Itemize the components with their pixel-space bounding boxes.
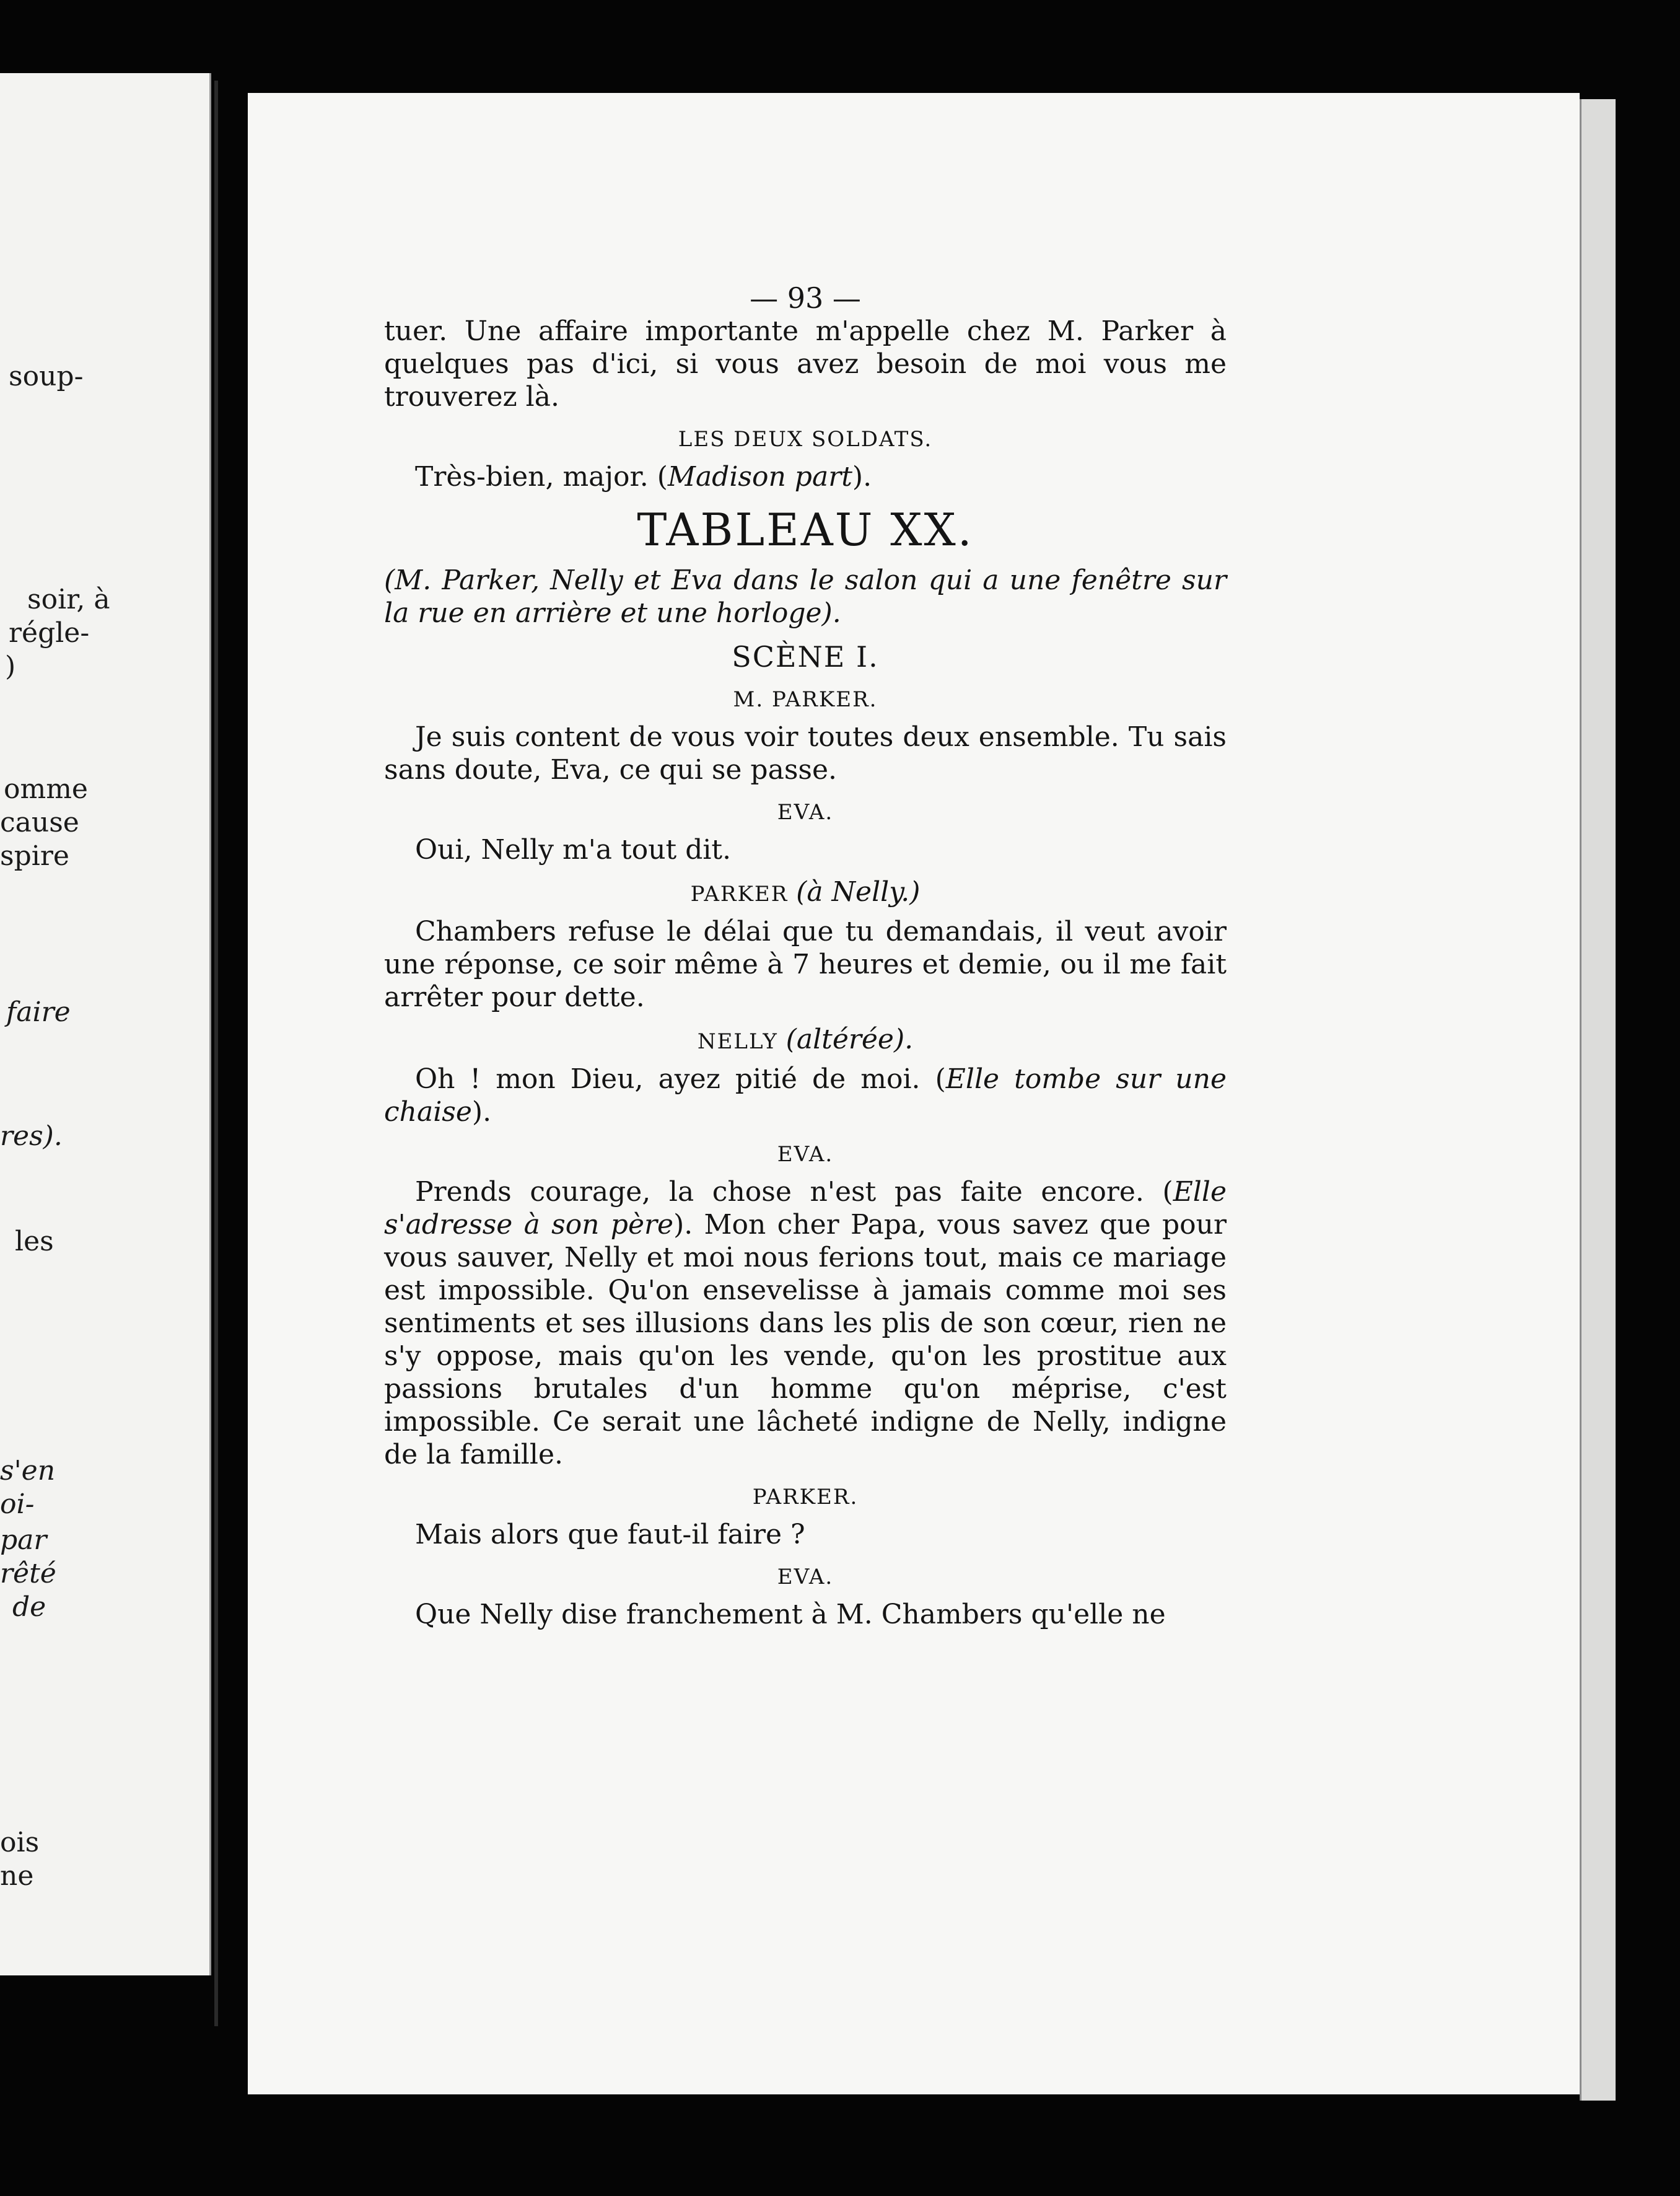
left-page-fragment: ) <box>5 651 16 682</box>
dialogue-eva-1: Oui, Nelly m'a tout dit. <box>415 834 732 866</box>
left-page-fragment: régle- <box>9 617 90 649</box>
book-gutter <box>214 81 218 2026</box>
left-page-fragment: ois <box>0 1827 40 1858</box>
left-page-fragment: soup- <box>9 361 84 392</box>
left-page-fragment: de <box>12 1591 46 1623</box>
speaker-les-deux-soldats: LES DEUX SOLDATS. <box>678 427 933 452</box>
left-page-fragment: par <box>0 1524 47 1556</box>
left-page-fragment: res). <box>0 1120 63 1152</box>
left-facing-page <box>0 73 211 1975</box>
tableau-stage-direction: (M. Parker, Nelly et Eva dans le salon qui a une fenêtre sur la rue en arrière et une horloge). <box>384 564 1227 629</box>
speaker-eva: EVA. <box>777 1565 834 1589</box>
left-page-fragment: rêté <box>0 1558 56 1589</box>
dialogue-parker-3: Mais alors que faut-il faire ? <box>415 1519 805 1550</box>
speaker-eva: EVA. <box>777 800 834 825</box>
speaker-parker: PARKER. <box>752 1485 859 1509</box>
speaker-m-parker: M. PARKER. <box>733 687 878 712</box>
stage-direction: Madison part <box>667 461 852 493</box>
left-page-fragment: soir, à <box>27 584 110 615</box>
page-text-block <box>384 282 1227 1631</box>
left-page-fragment: cause <box>0 807 79 838</box>
left-page-fragment: omme <box>4 773 88 805</box>
dialogue-eva-2: Prends courage, la chose n'est pas faite encore. (Elle s'adresse à son père). Mon cher Papa, vous savez que pour vous sauver, Nelly et moi nous ferions tout, mais ce mariage est impossible. Qu'on ensevelisse à jamais comme moi ses sentiments et ses illusions dans les plis de son cœur, rien ne s'y oppose, mais qu'on les vende, qu'on les prostitue aux passions brutales d'un homme qu'on méprise, c'est impossible. Ce serait une lâcheté indigne de Nelly, indigne de la famille. <box>384 1176 1227 1470</box>
scene-heading: SCÈNE I. <box>732 640 879 674</box>
dialogue-parker-1: Je suis content de vous voir toutes deux ensemble. Tu sais sans doute, Eva, ce qui se passe. <box>384 721 1227 786</box>
left-page-fragment: spire <box>0 840 69 872</box>
stage-direction: Elle tombe sur une chaise <box>384 1063 1227 1128</box>
page-edge <box>1580 99 1616 2101</box>
left-page-fragment: faire <box>6 996 71 1028</box>
dialogue-parker-2: Chambers refuse le délai que tu demandais, il veut avoir une réponse, ce soir même à 7 heures et demie, ou il me fait arrêter pour dette. <box>384 916 1227 1013</box>
left-page-fragment: ne <box>0 1860 34 1892</box>
tableau-heading: TABLEAU XX. <box>637 504 974 556</box>
page-number: — 93 — <box>750 281 861 315</box>
opening-paragraph: tuer. Une affaire importante m'appelle chez M. Parker à quelques pas d'ici, si vous avez besoin de moi vous me trouverez là. <box>384 315 1227 413</box>
left-page-fragment: s'en <box>0 1455 56 1487</box>
speaker-nelly: NELLY (altérée). <box>697 1024 914 1055</box>
left-page-fragment: oi- <box>0 1488 35 1520</box>
dialogue-nelly: Oh ! mon Dieu, ayez pitié de moi. (Elle tombe sur une chaise). <box>384 1063 1227 1128</box>
stage-direction: Elle s'adresse à son père <box>384 1176 1227 1241</box>
dialogue-eva-3: Que Nelly dise franchement à M. Chambers qu'elle ne <box>415 1599 1166 1630</box>
dialogue-soldats: Très-bien, major. (Madison part). <box>415 461 872 493</box>
speaker-parker: PARKER (à Nelly.) <box>690 876 921 908</box>
left-page-fragment: les <box>15 1226 54 1257</box>
speaker-eva: EVA. <box>777 1142 834 1167</box>
